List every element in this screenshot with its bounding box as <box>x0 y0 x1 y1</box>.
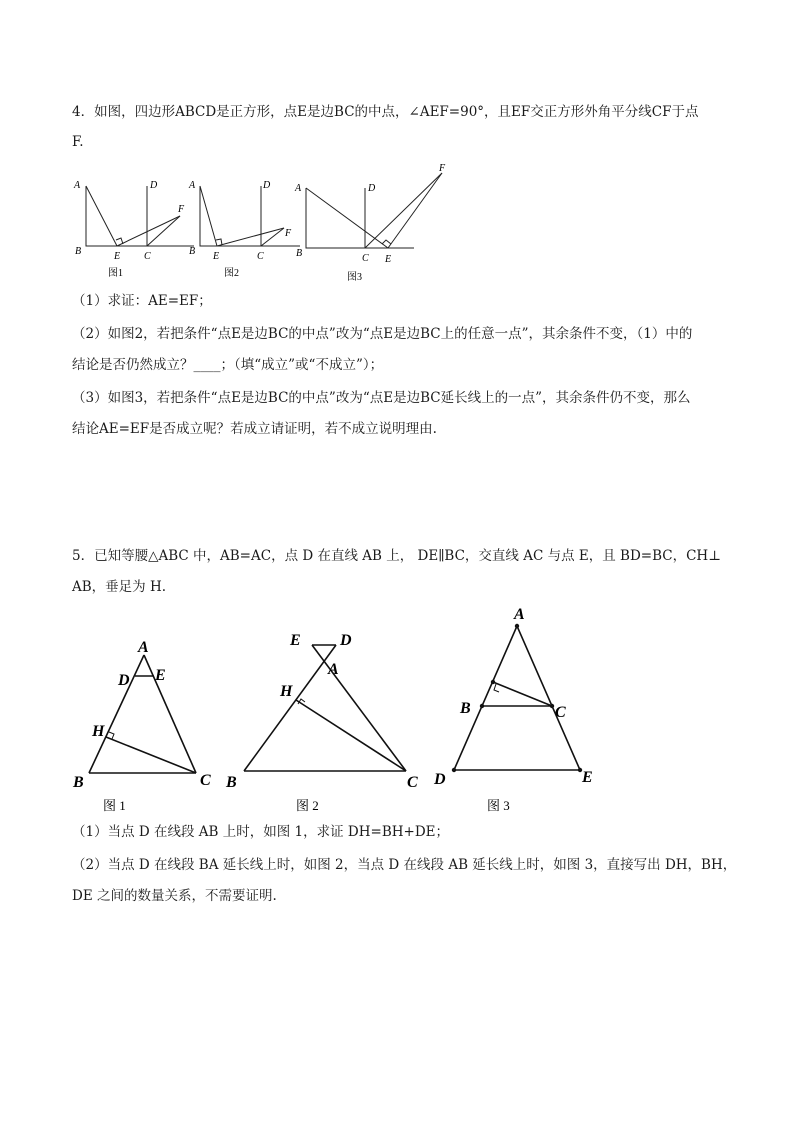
label-E: E <box>290 632 301 649</box>
label-D: D <box>368 183 376 194</box>
label-A: A <box>328 661 339 678</box>
q5-part1: （1）当点 D 在线段 AB 上时，如图 1，求证 DH=BH+DE； <box>72 824 450 840</box>
fig-caption: 图 1 <box>103 798 126 813</box>
q5-part2-line1: （2）当点 D 在线段 BA 延长线上时，如图 2，当点 D 在线段 AB 延长线上时，如图 3，直接写出 DH，BH， <box>72 857 737 873</box>
label-H: H <box>92 723 105 740</box>
q5-part2-line2: DE 之间的数量关系，不需要证明. <box>72 888 277 904</box>
q4-part2-line1: （2）如图2，若把条件“点E是边BC的中点”改为“点E是边BC上的任意一点”，其余条件不变，（1）中的 <box>72 326 693 342</box>
label-C: C <box>555 704 566 721</box>
label-A: A <box>514 606 525 623</box>
q5-stem-line2: AB，垂足为 H. <box>72 579 167 595</box>
label-B: B <box>189 246 196 257</box>
point-C <box>550 704 554 708</box>
square-abcd <box>86 186 147 246</box>
segment-ef <box>217 228 284 246</box>
label-F: F <box>285 228 292 239</box>
label-E: E <box>582 769 593 786</box>
label-B: B <box>226 774 237 791</box>
label-A: A <box>74 180 81 191</box>
label-E: E <box>385 254 392 265</box>
label-F: F <box>178 204 185 215</box>
label-C: C <box>144 251 151 262</box>
q4-stem-line2: F. <box>72 134 84 150</box>
label-A: A <box>295 183 302 194</box>
label-A: A <box>189 180 196 191</box>
fig-caption: 图 2 <box>296 798 319 813</box>
label-C: C <box>362 253 369 264</box>
q5-figure-3 <box>430 600 610 815</box>
segment-ef <box>388 173 442 248</box>
segment-ef <box>117 216 180 246</box>
q5-stem-line1: 5．已知等腰△ABC 中，AB=AC，点 D 在直线 AB 上， DE∥BC，交直线 AC 与点 E，且 BD=BC，CH⊥ <box>72 548 721 564</box>
side-ae <box>517 626 580 770</box>
point-D <box>452 768 456 772</box>
segment-cf <box>147 216 180 246</box>
label-B: B <box>296 248 303 259</box>
fig-caption: 图3 <box>347 272 362 283</box>
label-D: D <box>340 632 352 649</box>
side-ba-extended <box>244 645 336 771</box>
side-ca-extended <box>312 645 406 771</box>
point-B <box>480 704 484 708</box>
segment-ae <box>200 186 217 246</box>
q5-figure-1 <box>73 635 224 815</box>
label-C: C <box>257 251 264 262</box>
q4-part1: （1）求证：AE=EF； <box>72 293 212 309</box>
fig-caption: 图 3 <box>487 798 510 813</box>
fig-caption: 图1 <box>108 268 123 279</box>
q4-part3-line2: 结论AE=EF是否成立呢？若成立请证明，若不成立说明理由. <box>72 421 437 437</box>
point-H <box>491 680 495 684</box>
label-H: H <box>280 683 293 700</box>
side-ad <box>454 626 517 770</box>
label-D: D <box>150 180 158 191</box>
right-angle-mark <box>494 684 499 692</box>
segment-ae <box>306 188 388 248</box>
label-D: D <box>434 771 446 788</box>
label-E: E <box>114 251 121 262</box>
label-C: C <box>407 774 418 791</box>
fig-caption: 图2 <box>224 268 239 279</box>
side-ab <box>89 655 144 773</box>
q4-figure-3 <box>294 160 454 286</box>
label-B: B <box>460 700 471 717</box>
segment-ae <box>86 186 117 246</box>
q5-figure-2 <box>224 625 434 815</box>
point-A <box>515 624 519 628</box>
q4-figure-1 <box>72 174 197 284</box>
segment-ch <box>296 700 406 771</box>
label-E: E <box>213 251 220 262</box>
label-C: C <box>200 772 211 789</box>
segment-cf <box>365 173 442 248</box>
label-F: F <box>439 163 446 174</box>
right-angle-mark <box>382 240 391 244</box>
q4-figure-2 <box>186 174 306 284</box>
square-abcd <box>306 188 365 248</box>
q4-part3-line1: （3）如图3，若把条件“点E是边BC的中点”改为“点E是边BC延长线上的一点”，其余条件仍不变，那么 <box>72 390 691 406</box>
label-B: B <box>75 246 82 257</box>
label-E: E <box>155 667 166 684</box>
q4-stem-line1: 4．如图，四边形ABCD是正方形，点E是边BC的中点，∠AEF=90°，且EF交正方形外角平分线CF于点 <box>72 104 699 120</box>
q4-part2-line2: 结论是否仍然成立？____；（填“成立”或“不成立”）； <box>72 357 384 373</box>
label-D: D <box>263 180 271 191</box>
label-D: D <box>118 672 130 689</box>
label-A: A <box>138 639 149 656</box>
label-B: B <box>73 774 84 791</box>
